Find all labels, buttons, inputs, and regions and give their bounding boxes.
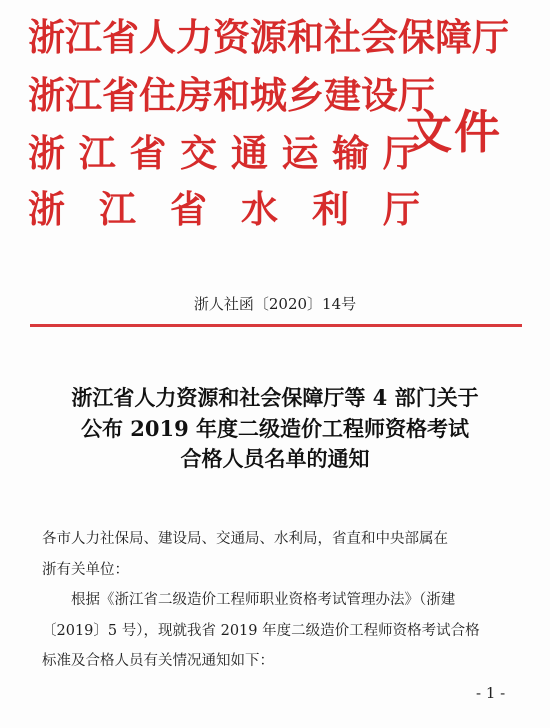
issuer-char: 省: [102, 14, 139, 59]
issuer-char: 人: [139, 14, 176, 59]
issuer-line: [28, 70, 435, 120]
issuer-char: 源: [250, 14, 287, 59]
issuer-char: 水: [241, 186, 278, 231]
issuer-char: 房: [176, 72, 213, 117]
document-body: [42, 524, 522, 677]
issuer-char: 输: [332, 130, 370, 175]
issuer-char: 江: [65, 14, 102, 59]
page-number: - 1 -: [476, 684, 506, 702]
issuer-char: 运: [281, 130, 319, 175]
issuer-char: 会: [361, 14, 398, 59]
issuer-char: 江: [65, 72, 102, 117]
issuer-char: 资: [213, 14, 250, 59]
issuer-char: 通: [230, 130, 268, 175]
issuer-char: 和: [213, 72, 250, 117]
issuer-char: 省: [102, 72, 139, 117]
paragraph-line: 根据《浙江省二级造价工程师职业资格考试管理办法》（浙建: [71, 592, 456, 608]
issuer-line: [28, 12, 509, 62]
issuer-char: 力: [176, 14, 213, 59]
document-type-label: 文件: [406, 105, 502, 159]
red-divider-line: [30, 324, 522, 327]
issuer-char: 社: [324, 14, 361, 59]
issuer-char: 省: [170, 186, 207, 231]
issuer-char: 住: [139, 72, 176, 117]
addressee-line: 浙有关单位：: [42, 561, 129, 578]
issuer-char: 江: [78, 130, 116, 175]
paragraph-line: 标准及合格人员有关情况通知如下：: [42, 653, 274, 669]
issuer-line: [28, 184, 420, 234]
issuer-char: 浙: [28, 130, 65, 175]
issuer-char: 厅: [382, 130, 420, 175]
document-number: 浙人社函〔2020〕14号: [193, 295, 357, 313]
issuer-char: 浙: [28, 186, 65, 231]
title-line: 合格人员名单的通知: [180, 446, 370, 471]
issuer-char: 江: [99, 186, 136, 231]
issuer-char: 障: [435, 14, 472, 59]
paragraph-line: 〔2019〕5 号），现就我省 2019 年度二级造价工程师资格考试合格: [42, 622, 480, 639]
issuer-char: 厅: [383, 186, 420, 231]
title-line: 公布 2019 年度二级造价工程师资格考试: [80, 415, 470, 441]
issuer-line: [28, 128, 420, 178]
issuer-char: 利: [312, 186, 349, 231]
issuer-char: 设: [361, 72, 398, 117]
issuer-char: 省: [129, 130, 167, 175]
issuer-char: 建: [324, 72, 361, 117]
issuer-char: 厅: [398, 72, 435, 117]
addressee-line: 各市人力社保局、建设局、交通局、水利局，省直和中央部属在: [42, 531, 448, 547]
issuer-char: 城: [250, 72, 287, 117]
issuer-char: 厅: [472, 14, 509, 59]
document-title: [0, 383, 550, 475]
issuer-char: 保: [398, 14, 435, 59]
issuer-char: 浙: [28, 72, 65, 117]
issuer-char: 浙: [28, 14, 65, 59]
title-line: 浙江省人力资源和社会保障厅等 4 部门关于: [71, 385, 479, 410]
issuer-char: 乡: [287, 72, 324, 117]
issuer-char: 和: [287, 14, 324, 59]
issuer-char: 交: [180, 130, 218, 175]
